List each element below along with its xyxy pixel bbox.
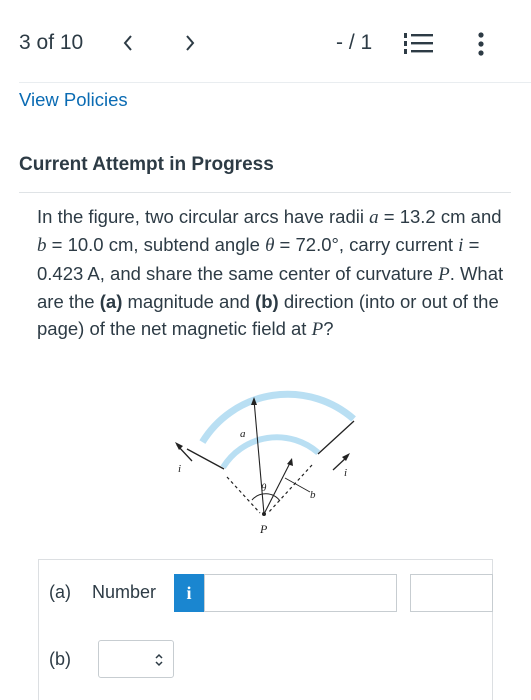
variable-a: a [369, 207, 379, 228]
number-label: Number [92, 582, 157, 602]
info-button[interactable] [174, 574, 204, 612]
magnitude-unit-input[interactable] [410, 574, 493, 612]
question-text [37, 203, 507, 343]
question-text-part: . What are the [37, 262, 504, 312]
info-icon: i [186, 582, 192, 603]
variable-theta: θ [265, 235, 275, 257]
divider [19, 192, 511, 193]
dashed-radius-left [227, 477, 260, 513]
variable-b: b [37, 235, 47, 257]
inner-arc [223, 437, 318, 467]
question-text-part: = 13.2 cm and [378, 206, 502, 227]
question-text-part: = 72.0°, carry current [274, 234, 459, 256]
score-display: - / 1 [336, 31, 373, 54]
question-text-part: In the figure, two circular arcs have radii [37, 206, 370, 227]
direction-select[interactable] [98, 640, 174, 678]
part-b-marker: (b) [255, 290, 279, 312]
label-theta: θ [261, 482, 267, 494]
attempt-heading: Current Attempt in Progress [19, 154, 274, 175]
question-counter: 3 of 10 [19, 31, 84, 54]
label-b: b [310, 489, 316, 501]
variable-p: P [438, 263, 450, 285]
radius-b-arrowhead [287, 458, 293, 466]
label-i-left: i [178, 463, 182, 475]
theta-arc [252, 494, 280, 501]
question-text-part: = 0.423 A, and share the same center of curvature [37, 234, 480, 284]
select-updown-icon [154, 653, 164, 667]
radius-b-arrow [264, 461, 291, 514]
view-policies-link[interactable]: View Policies [19, 89, 128, 110]
label-p: P [260, 522, 268, 536]
next-question-button[interactable] [178, 30, 202, 56]
top-bar [0, 0, 531, 82]
numbered-list-icon [404, 32, 434, 56]
question-text-part: magnitude and [122, 290, 256, 312]
question-text-part: direction (into or out of the page) of the net magnetic field at [37, 290, 499, 340]
more-options-button[interactable] [474, 31, 488, 57]
left-radial-wire [187, 449, 224, 469]
previous-question-button[interactable] [116, 30, 140, 56]
center-point-p [262, 512, 266, 516]
divider [19, 82, 531, 83]
part-a-marker: (a) [99, 290, 123, 312]
part-b-label: (b) [49, 649, 71, 669]
left-arrowhead [175, 442, 183, 450]
variable-p: P [311, 319, 324, 341]
magnitude-number-input[interactable] [204, 574, 397, 612]
question-text-part: ? [323, 318, 334, 340]
chevron-right-icon [184, 34, 196, 52]
part-a-label: (a) [49, 582, 71, 602]
chevron-left-icon [122, 34, 134, 52]
label-a: a [240, 428, 246, 440]
variable-i: i [458, 235, 464, 257]
question-text-part: = 10.0 cm, subtend angle [46, 234, 266, 256]
circular-arcs-figure [170, 390, 360, 540]
right-radial-wire [318, 421, 354, 454]
vertical-dots-icon [474, 31, 488, 57]
question-list-button[interactable] [404, 32, 434, 56]
label-i-right: i [344, 467, 348, 479]
